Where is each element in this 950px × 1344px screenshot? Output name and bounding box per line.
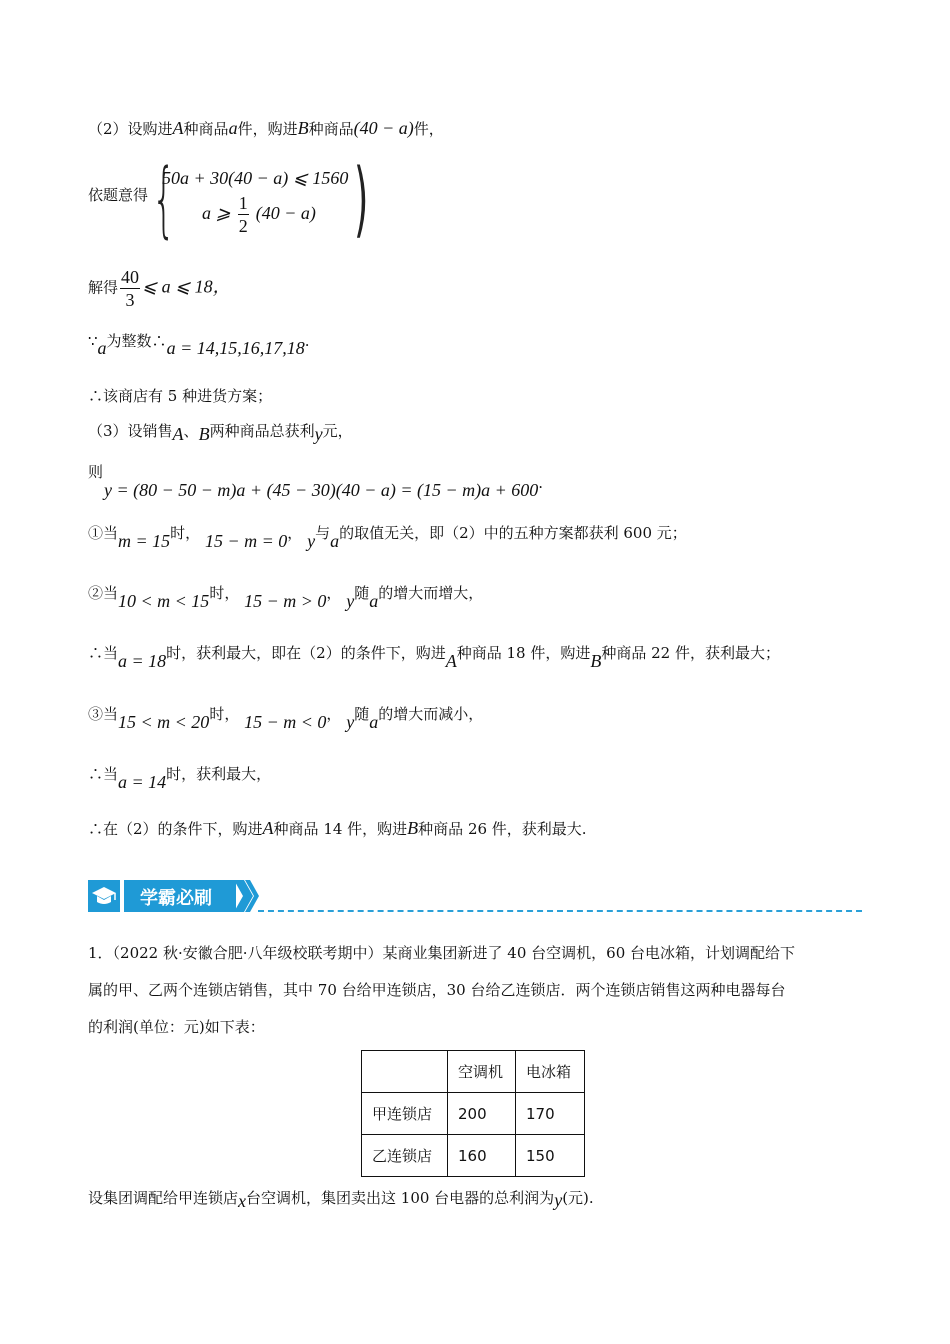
text: 两种商品总获利 <box>209 422 315 440</box>
var-y: y <box>314 424 323 444</box>
text: ③当 <box>88 705 119 723</box>
text: 时，获利最大， <box>166 765 272 783</box>
profit-function <box>88 462 544 503</box>
table-header-cell: 空调机 <box>448 1051 516 1093</box>
denominator: 2 <box>238 216 248 236</box>
text: 种商品 <box>183 120 229 138</box>
var-B: B <box>297 118 309 138</box>
text: （2）设购进 <box>88 120 173 138</box>
text: 种商品 18 件，购进 <box>456 644 591 662</box>
text: . <box>538 474 544 492</box>
text: 为整数∴ <box>106 332 167 350</box>
expr: 15 − m = 0 <box>204 531 288 551</box>
text: 与 <box>315 524 331 542</box>
var-A: A <box>262 818 274 838</box>
text: 件， <box>413 120 444 138</box>
solution-part3-intro <box>88 420 353 444</box>
var-B: B <box>407 818 419 838</box>
table-cell: 甲连锁店 <box>362 1093 448 1135</box>
final-conclusion <box>88 818 587 839</box>
text: 台空调机，集团卖出这 100 台电器的总利润为 <box>246 1189 555 1207</box>
text: ②当 <box>88 584 119 602</box>
text: ∴当 <box>88 644 119 662</box>
text: ， <box>287 524 303 542</box>
var-y: y <box>307 531 316 551</box>
text: ， <box>326 705 342 723</box>
solution-range <box>88 266 231 311</box>
section-banner <box>88 878 260 912</box>
text: 的增大而增大， <box>378 584 484 602</box>
text: 随 <box>354 705 370 723</box>
case-2-result <box>88 642 780 671</box>
text: 随 <box>354 584 370 602</box>
problem-line-1: 1．（2022 秋·安徽合肥·八年级校联考期中）某商业集团新进了 40 台空调机，60 台电冰箱，计划调配给下 <box>88 944 796 962</box>
var-A: A <box>172 424 184 444</box>
profit-expr: y = (80 − 50 − m)a + (45 − 30)(40 − a) = (15 − m)a + 600 <box>104 480 539 500</box>
var-A: A <box>172 118 184 138</box>
text: (元). <box>562 1189 594 1207</box>
var-y: y <box>554 1190 563 1210</box>
text: 解得 <box>88 278 119 297</box>
text: 种商品 22 件，获利最大； <box>601 644 780 662</box>
var-a: a <box>369 712 379 732</box>
text: 时， <box>209 584 240 602</box>
text: 时， <box>209 705 240 723</box>
values-expr: a = 14,15,16,17,18 <box>166 338 305 358</box>
table-header-cell: 电冰箱 <box>516 1051 585 1093</box>
var-a: a <box>330 531 340 551</box>
inequality-1: 50a + 30(40 − a) ⩽ 1560 <box>162 168 349 188</box>
text: 种商品 26 件，获利最大. <box>418 820 587 838</box>
expr: m = 15 <box>118 531 171 551</box>
table-cell: 200 <box>448 1093 516 1135</box>
table-cell: 150 <box>516 1135 585 1177</box>
because-sign: ∵ <box>88 332 98 350</box>
var-y: y <box>346 591 355 611</box>
problem-line-2: 属的甲、乙两个连锁店销售，其中 70 台给甲连锁店，30 台给乙连锁店．两个连锁店销售这两种电器每台 <box>88 981 786 999</box>
problem-setup <box>88 1187 594 1211</box>
expr-40-minus-a: (40 − a) <box>353 118 414 138</box>
expr: a = 18 <box>118 651 167 671</box>
fraction-40-3 <box>120 266 140 311</box>
text: 设集团调配给甲连锁店 <box>88 1189 239 1207</box>
var-A: A <box>445 651 457 671</box>
text: ， <box>326 584 342 602</box>
text: 件，购进 <box>237 120 298 138</box>
banner-title: 学霸必刷 <box>140 888 212 909</box>
table-row <box>362 1093 585 1135</box>
case-3-result <box>88 763 272 792</box>
range-expr: ⩽ a ⩽ 18， <box>142 276 231 297</box>
numerator: 40 <box>121 267 140 287</box>
right-paren: ) <box>354 152 369 247</box>
table-cell: 乙连锁店 <box>362 1135 448 1177</box>
table-row <box>362 1135 585 1177</box>
var-a: a <box>97 338 107 358</box>
text: 、 <box>183 422 199 440</box>
denominator: 3 <box>125 290 135 310</box>
expr: 15 < m < 20 <box>118 712 210 732</box>
text: 时，获利最大，即在（2）的条件下，购进 <box>166 644 446 662</box>
var-a: a <box>228 118 238 138</box>
text: ①当 <box>88 524 119 542</box>
integer-values <box>88 330 310 358</box>
text: 的增大而减小， <box>378 705 484 723</box>
text: 元， <box>322 422 353 440</box>
var-x: x <box>238 1191 247 1211</box>
var-B: B <box>198 424 210 444</box>
banner-dashed-rule <box>258 910 862 912</box>
text: 种商品 14 件，购进 <box>273 820 408 838</box>
text: . <box>304 332 310 350</box>
table-header-cell <box>362 1051 448 1093</box>
text: （3）设销售 <box>88 422 173 440</box>
inequality-2 <box>202 192 316 237</box>
case-1 <box>88 522 687 551</box>
solution-part2-intro <box>88 118 444 139</box>
numerator: 1 <box>238 193 248 213</box>
expr: 10 < m < 15 <box>118 591 210 611</box>
expr: 15 − m > 0 <box>244 591 327 611</box>
system-label: 依题意得 <box>88 186 149 204</box>
inequality-system <box>88 152 388 247</box>
expr: 15 − m < 0 <box>244 712 327 732</box>
var-y: y <box>346 712 355 732</box>
text: ∴当 <box>88 765 119 783</box>
ineq2-left: a ⩾ <box>202 203 231 223</box>
case-2 <box>88 582 484 611</box>
text: 种商品 <box>308 120 354 138</box>
expr: a = 14 <box>118 772 167 792</box>
problem-line-3: 的利润(单位：元)如下表： <box>88 1018 265 1036</box>
plans-count: ∴该商店有 5 种进货方案； <box>88 387 273 405</box>
table-cell: 170 <box>516 1093 585 1135</box>
text: 的取值无关，即（2）中的五种方案都获利 600 元； <box>339 524 687 542</box>
var-B: B <box>590 651 602 671</box>
text: 时， <box>170 524 201 542</box>
ineq2-right: (40 − a) <box>255 203 316 223</box>
table-cell: 160 <box>448 1135 516 1177</box>
case-3 <box>88 703 484 732</box>
table-header-row <box>362 1051 585 1093</box>
var-a: a <box>369 591 379 611</box>
text: 则 <box>88 463 104 481</box>
fraction-one-half <box>238 192 249 237</box>
profit-table <box>361 1050 585 1177</box>
text: ∴在（2）的条件下，购进 <box>88 820 263 838</box>
left-brace: { <box>152 152 176 247</box>
